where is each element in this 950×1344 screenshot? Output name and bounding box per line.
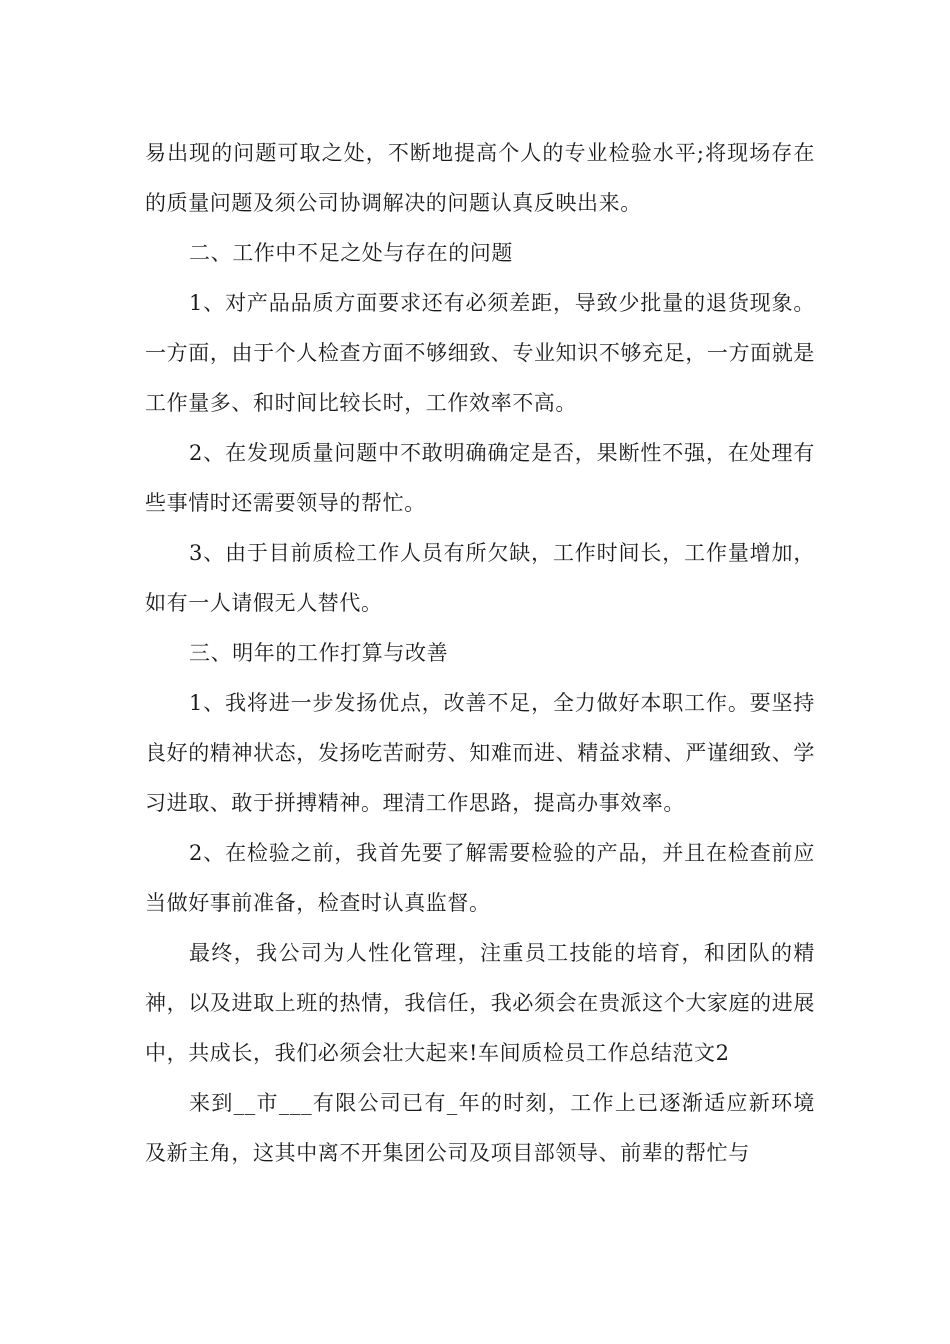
paragraph-9: 最终，我公司为人性化管理，注重员工技能的培育，和团队的精神，以及进取上班的热情，我信任，我必须会在贵派这个大家庭的进展中，共成长，我们必须会壮大起来!车间质检员工作总结范文2 [145, 941, 815, 1065]
paragraph-8: 2、在检验之前，我首先要了解需要检验的产品，并且在检查前应当做好事前准备，检查时认真监督。 [145, 841, 815, 915]
paragraph-3: 1、对产品品质方面要求还有必须差距，导致少批量的退货现象。一方面，由于个人检查方面不够细致、专业知识不够充足，一方面就是工作量多、和时间比较长时，工作效率不高。 [145, 291, 815, 415]
paragraph-4: 2、在发现质量问题中不敢明确确定是否，果断性不强，在处理有些事情时还需要领导的帮忙。 [145, 441, 815, 515]
document-body [145, 128, 815, 1178]
paragraph-7: 1、我将进一步发扬优点，改善不足，全力做好本职工作。要坚持良好的精神状态，发扬吃苦耐劳、知难而进、精益求精、严谨细致、学习进取、敢于拼搏精神。理清工作思路，提高办事效率。 [145, 691, 815, 815]
paragraph-1: 易出现的问题可取之处，不断地提高个人的专业检验水平;将现场存在的质量问题及须公司协调解决的问题认真反映出来。 [145, 141, 815, 215]
paragraph-5: 3、由于目前质检工作人员有所欠缺，工作时间长，工作量增加，如有一人请假无人替代。 [145, 541, 815, 615]
paragraph-10: 来到__市___有限公司已有_年的时刻，工作上已逐渐适应新环境及新主角，这其中离不开集团公司及项目部领导、前辈的帮忙与 [145, 1091, 815, 1165]
section-heading-2: 二、工作中不足之处与存在的问题 [189, 241, 513, 265]
section-heading-3: 三、明年的工作打算与改善 [189, 641, 449, 665]
